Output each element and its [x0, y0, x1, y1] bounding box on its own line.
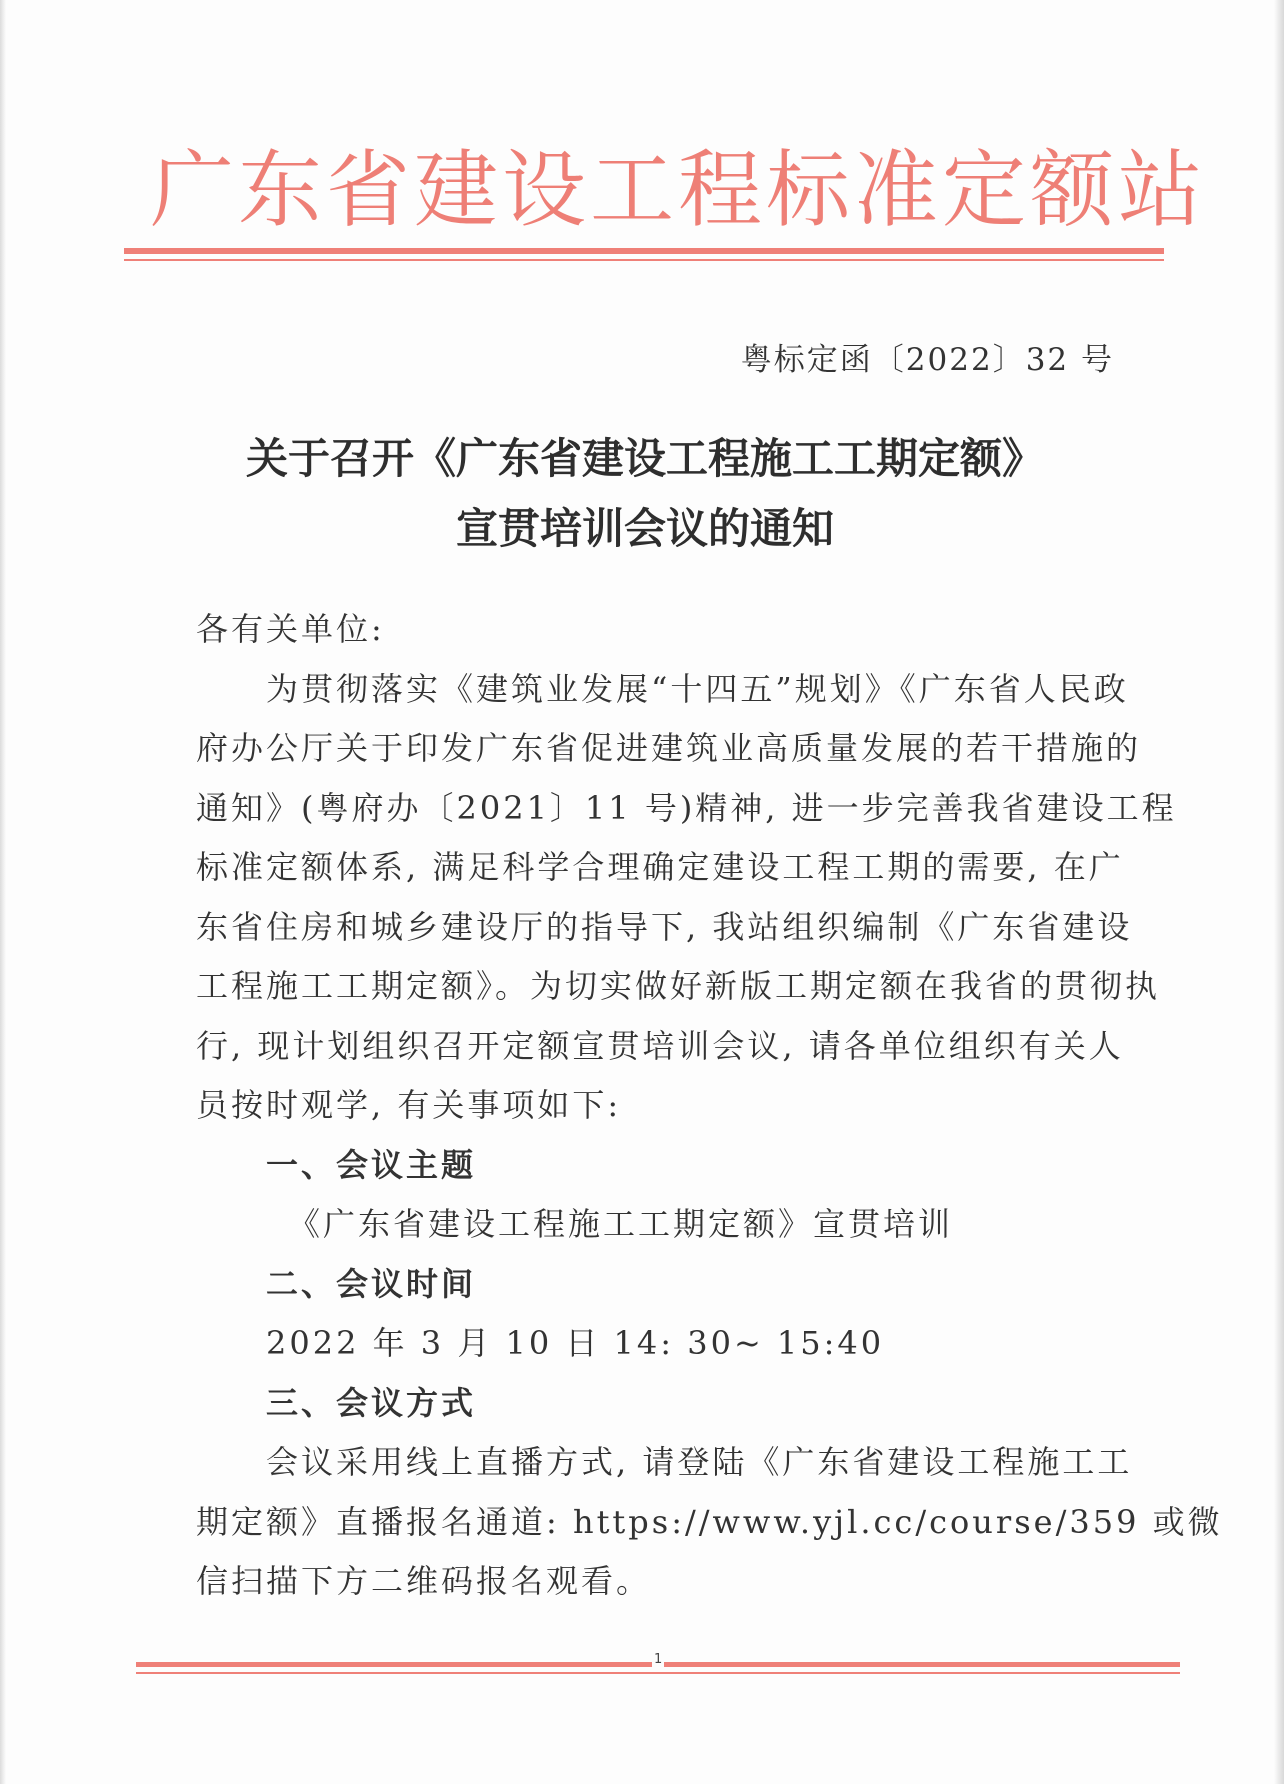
- footer-rule-thin: [136, 1672, 1180, 1674]
- paragraph-line: 府办公厅关于印发广东省促进建筑业高质量发展的若干措施的: [196, 729, 1142, 767]
- section-heading-time: 二、会议时间: [266, 1264, 477, 1303]
- document-number: 粤标定函〔2022〕32 号: [740, 342, 1114, 378]
- section-content-topic: 《广东省建设工程施工工期定额》宣贯培训: [288, 1205, 954, 1243]
- letterhead-rule-thick: [124, 248, 1164, 254]
- letterhead-rule-thin: [124, 259, 1164, 261]
- paragraph-line: 工程施工工期定额》。为切实做好新版工期定额在我省的贯彻执: [196, 967, 1161, 1005]
- salutation: 各有关单位:: [196, 610, 385, 648]
- section-heading-topic: 一、会议主题: [266, 1145, 477, 1184]
- paragraph-line: 员按时观学, 有关事项如下:: [196, 1086, 622, 1124]
- section-content-time: 2022 年 3 月 10 日 14: 30~ 15:40: [266, 1324, 885, 1362]
- paragraph-line: 标准定额体系, 满足科学合理确定建设工程工期的需要, 在广: [196, 848, 1124, 886]
- notice-body: [196, 600, 1223, 1612]
- page-number: 1: [654, 1652, 663, 1667]
- letterhead-title: 广东省建设工程标准定额站: [150, 141, 1207, 239]
- page-shadow-left: [0, 0, 6, 1784]
- notice-title-line-2: 宣贯培训会议的通知: [455, 504, 834, 553]
- section-content-method-line: 会议采用线上直播方式, 请登陆《广东省建设工程施工工: [266, 1443, 1133, 1481]
- paragraph-line: 为贯彻落实《建筑业发展“十四五”规划》《广东省人民政: [266, 669, 1129, 708]
- paragraph-line: 行, 现计划组织召开定额宣贯培训会议, 请各单位组织有关人: [196, 1026, 1124, 1065]
- section-heading-method: 三、会议方式: [266, 1383, 477, 1422]
- section-content-method-line: 期定额》直播报名通道: https://www.yjl.cc/course/359 或微: [196, 1502, 1223, 1541]
- paragraph-line: 东省住房和城乡建设厅的指导下, 我站组织编制《广东省建设: [196, 907, 1133, 946]
- section-content-method-line: 信扫描下方二维码报名观看。: [196, 1562, 652, 1600]
- notice-title: [150, 424, 1140, 564]
- paragraph-line: 通知》(粤府办〔2021〕11 号)精神, 进一步完善我省建设工程: [196, 788, 1177, 827]
- notice-title-line-1: 关于召开《广东省建设工程施工工期定额》: [245, 434, 1044, 483]
- page-shadow-right: [1274, 0, 1284, 1784]
